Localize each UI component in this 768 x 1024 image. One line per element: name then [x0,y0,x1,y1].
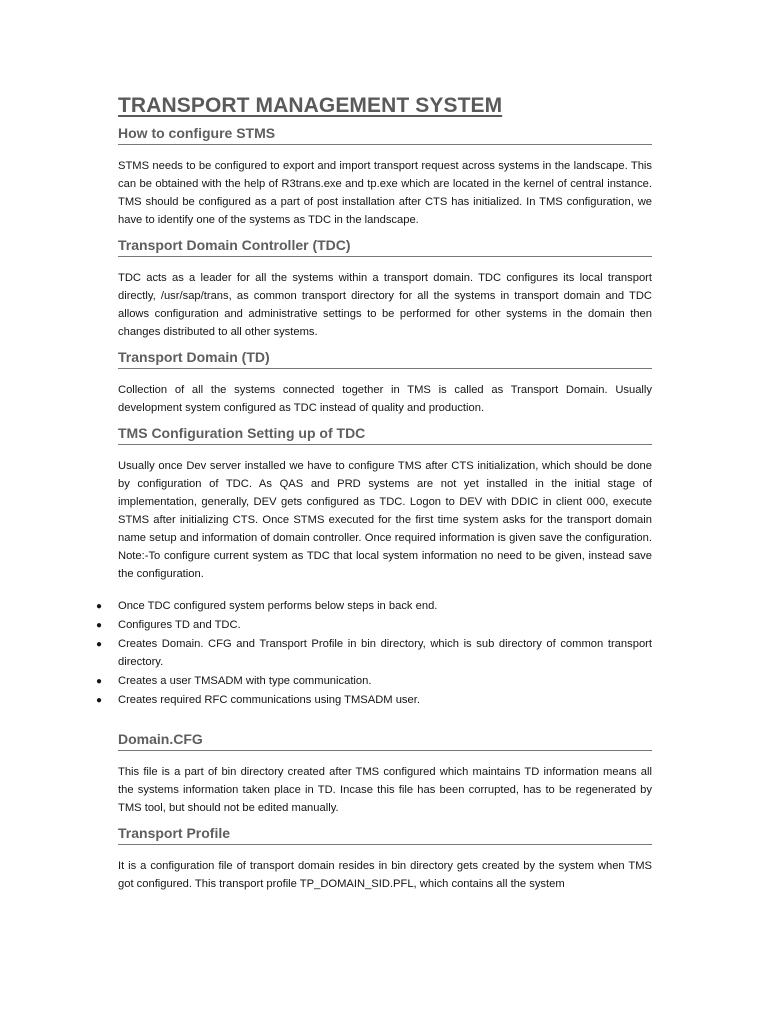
section-heading: How to configure STMS [118,125,652,145]
section-tms-configuration-setup [96,425,652,709]
bullet-icon: ● [96,620,103,631]
bullet-icon: ● [96,601,103,612]
list-item-text: Configures TD and TDC. [118,619,241,631]
section-domain-cfg [118,731,652,817]
section-paragraph: TDC acts as a leader for all the systems within a transport domain. TDC configures its local transport directly, /usr/sap/trans, as common transport directory for all the systems in transport domain and TDC allows configuration and administrative settings to be performed for other systems in the domain then changes distributed to all other systems. [118,272,652,338]
section-heading: Transport Profile [118,825,652,845]
section-paragraph: This file is a part of bin directory created after TMS configured which maintains TD information means all the systems information taken place in TD. Incase this file has been corrupted, has to be regenerated by TMS tool, but should not be edited manually. [118,766,652,814]
list-item-text: Creates required RFC communications using TMSADM user. [118,694,420,706]
section-paragraph: Collection of all the systems connected together in TMS is called as Transport Domain. Usually development system configured as TDC instead of quality and production. [118,384,652,414]
bullet-icon: ● [96,676,103,687]
document-content [96,94,652,901]
list-item [96,635,652,671]
bullet-list [96,597,652,709]
section-paragraph: It is a configuration file of transport domain resides in bin directory gets created by the system when TMS got configured. This transport profile TP_DOMAIN_SID.PFL, which contains all the system [118,860,652,890]
bullet-icon: ● [96,639,103,650]
section-transport-profile [118,825,652,893]
section-transport-domain-controller [118,237,652,341]
section-paragraph: STMS needs to be configured to export and import transport request across systems in the landscape. This can be obtained with the help of R3trans.exe and tp.exe which are located in the kernel of central instance. TMS should be configured as a part of post installation after CTS has initialized. In TMS configuration, we have to identify one of the systems as TDC in the landscape. [118,160,652,226]
section-heading: TMS Configuration Setting up of TDC [118,425,652,445]
section-heading: Transport Domain (TD) [118,349,652,369]
list-item [96,691,652,709]
section-paragraph: Usually once Dev server installed we have to configure TMS after CTS initialization, which should be done by configuration of TDC. As QAS and PRD systems are not yet installed in the initial stage of implementation, generally, DEV gets configured as TDC. Logon to DEV with DDIC in client 000, execute STMS after initializing CTS. Once STMS executed for the first time system asks for the transport domain name setup and information of domain controller. Once required information is given save the configuration. Note:-To configure current system as TDC that local system information no need to be given, instead save the configuration. [118,460,652,580]
list-item [96,672,652,690]
list-item [96,597,652,615]
section-how-to-configure-stms [118,125,652,229]
list-item-text: Once TDC configured system performs below steps in back end. [118,600,438,612]
list-item-text: Creates Domain. CFG and Transport Profile in bin directory, which is sub directory of common transport directory. [118,638,652,668]
section-heading: Domain.CFG [118,731,652,751]
section-transport-domain [118,349,652,417]
bullet-icon: ● [96,695,103,706]
list-item [96,616,652,634]
document-title: TRANSPORT MANAGEMENT SYSTEM [118,94,503,117]
list-item-text: Creates a user TMSADM with type communication. [118,675,372,687]
section-heading: Transport Domain Controller (TDC) [118,237,652,257]
